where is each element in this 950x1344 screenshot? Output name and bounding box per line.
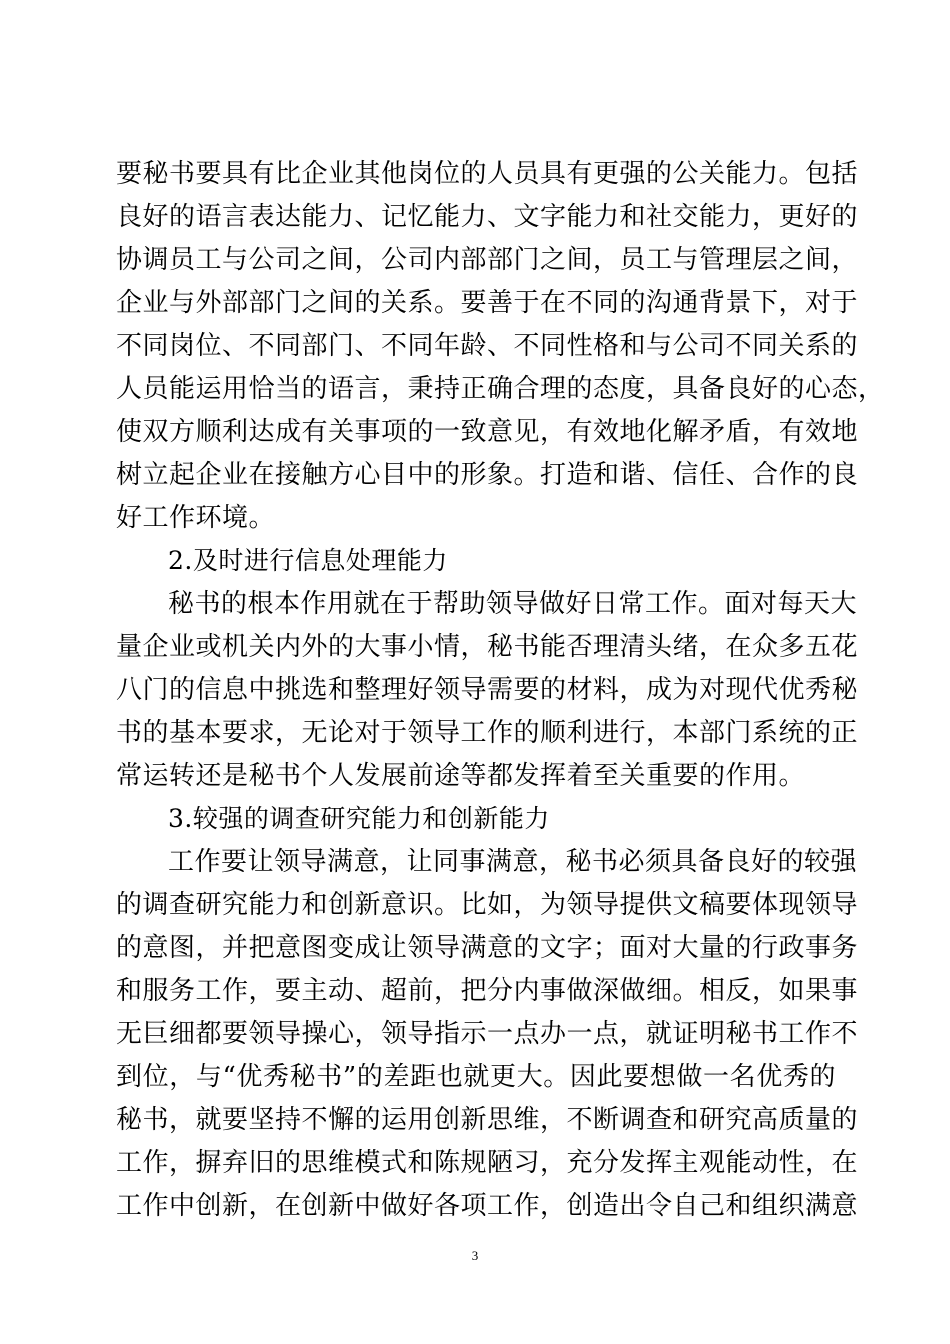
body-text-line: 好工作环境。 [116,503,276,533]
body-text-line: 常运转还是秘书个人发展前途等都发挥着至关重要的作用。 [116,761,806,791]
body-text-line: 书的基本要求，无论对于领导工作的顺利进行，本部门系统的正 [116,718,859,748]
body-text-line: 秘书的根本作用就在于帮助领导做好日常工作。面对每天大 [168,589,858,619]
body-text-line: 协调员工与公司之间，公司内部部门之间，员工与管理层之间， [116,245,859,275]
body-text-line: 要秘书要具有比企业其他岗位的人员具有更强的公关能力。包括 [116,159,859,189]
body-text-line: 使双方顺利达成有关事项的一致意见，有效地化解矛盾，有效地 [116,417,859,447]
body-text-line: 不同岗位、不同部门、不同年龄、不同性格和与公司不同关系的 [116,331,859,361]
body-text-line: 工作，摒弃旧的思维模式和陈规陋习，充分发挥主观能动性，在 [116,1148,859,1178]
body-text-line: 秘书，就要坚持不懈的运用创新思维，不断调查和研究高质量的 [116,1105,859,1135]
body-text-line: 无巨细都要领导操心，领导指示一点办一点，就证明秘书工作不 [116,1019,859,1049]
body-text-line: 企业与外部部门之间的关系。要善于在不同的沟通背景下，对于 [116,288,859,318]
body-text-line: 树立起企业在接触方心目中的形象。打造和谐、信任、合作的良 [116,460,859,490]
section-heading: 3.较强的调查研究能力和创新能力 [168,804,550,833]
section-heading: 2.及时进行信息处理能力 [168,546,448,575]
body-text-line: 的调查研究能力和创新意识。比如，为领导提供文稿要体现领导 [116,890,859,920]
body-text-line: 工作要让领导满意，让同事满意，秘书必须具备良好的较强 [168,847,858,877]
body-text-line: 人员能运用恰当的语言，秉持正确合理的态度，具备良好的心态， [116,374,885,404]
body-text-line: 八门的信息中挑选和整理好领导需要的材料，成为对现代优秀秘 [116,675,859,705]
body-text-line: 和服务工作，要主动、超前，把分内事做深做细。相反，如果事 [116,976,859,1006]
body-text-line: 良好的语言表达能力、记忆能力、文字能力和社交能力，更好的 [116,202,859,232]
body-text-line: 的意图，并把意图变成让领导满意的文字；面对大量的行政事务 [116,933,859,963]
body-text-line: 工作中创新，在创新中做好各项工作，创造出令自己和组织满意 [116,1191,859,1221]
body-text-line: 到位，与“优秀秘书”的差距也就更大。因此要想做一名优秀的 [116,1062,836,1092]
body-text-line: 量企业或机关内外的大事小情，秘书能否理清头绪，在众多五花 [116,632,859,662]
page-number: 3 [471,1248,479,1263]
